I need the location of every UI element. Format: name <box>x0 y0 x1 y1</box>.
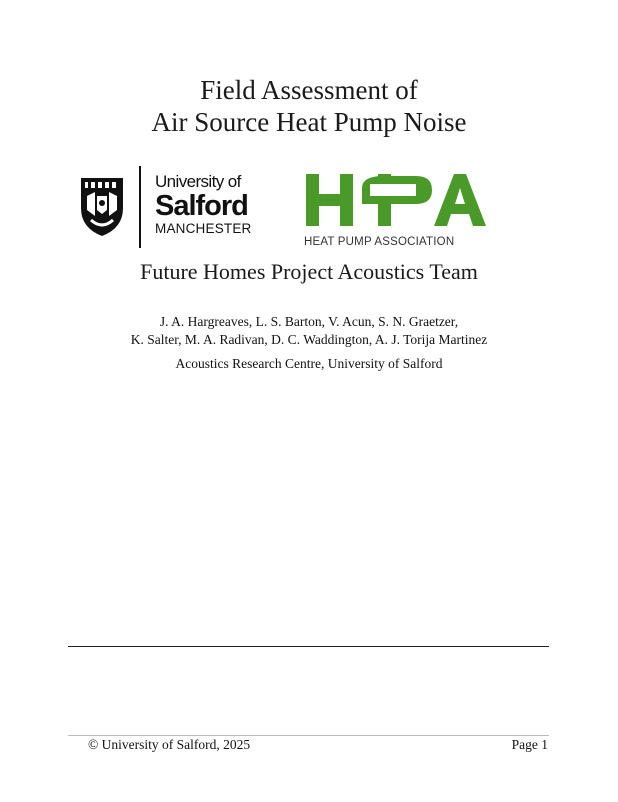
affiliation: Acoustics Research Centre, University of Salford <box>175 356 443 371</box>
logos-row <box>0 162 618 252</box>
footer-rule <box>68 735 549 736</box>
salford-wordmark <box>155 172 252 237</box>
team-name: Future Homes Project Acoustics Team <box>140 259 478 284</box>
divider-rule <box>68 646 549 647</box>
hpa-subtitle: HEAT PUMP ASSOCIATION <box>304 236 455 248</box>
title-line-2: Air Source Heat Pump Noise <box>151 107 467 137</box>
authors-line-2: K. Salter, M. A. Radivan, D. C. Waddington, A. J. Torija Martinez <box>130 332 488 347</box>
logo-divider <box>139 166 141 248</box>
footer-page-number: Page 1 <box>511 737 548 752</box>
university-of-salford-logo <box>77 164 257 250</box>
hpa-mark-icon <box>304 174 486 226</box>
title-line-1: Field Assessment of <box>200 75 418 105</box>
document-title <box>0 74 618 138</box>
author-list <box>0 313 618 349</box>
salford-crest-icon <box>77 174 127 238</box>
salford-line-1: University of <box>155 172 241 191</box>
salford-line-3: MANCHESTER <box>155 221 252 236</box>
footer-copyright: © University of Salford, 2025 <box>88 737 251 752</box>
authors-line-1: J. A. Hargreaves, L. S. Barton, V. Acun, S. N. Graetzer, <box>159 314 459 329</box>
salford-line-2: Salford <box>155 190 248 222</box>
heat-pump-association-logo <box>304 168 486 252</box>
